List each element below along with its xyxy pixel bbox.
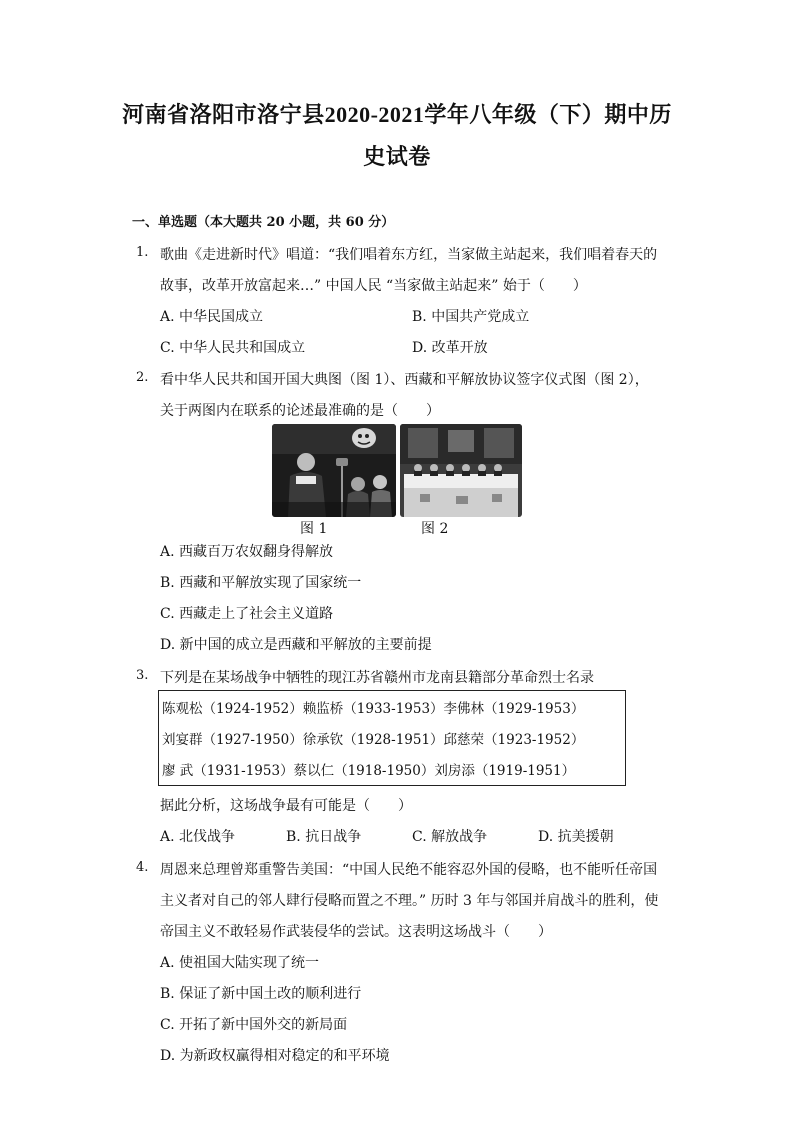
question-text: 看中华人民共和国开国大典图（图 1）、西藏和平解放协议签字仪式图（图 2），	[160, 372, 649, 388]
option-d: D. 新中国的成立是西藏和平解放的主要前提	[160, 637, 432, 653]
option-c: C. 开拓了新中国外交的新局面	[160, 1017, 348, 1033]
option-b: B. 中国共产党成立	[412, 309, 530, 325]
option-b: B. 抗日战争	[286, 829, 362, 845]
question-number: 4.	[136, 860, 149, 875]
option-d: D. 为新政权赢得相对稳定的和平环境	[160, 1048, 390, 1064]
question-number: 2.	[136, 370, 149, 385]
option-a: A. 使祖国大陆实现了统一	[160, 955, 320, 971]
table-row	[159, 722, 626, 753]
question-text: 下列是在某场战争中牺牲的现江苏省赣州市龙南县籍部分革命烈士名录	[160, 670, 594, 686]
option-c: C. 解放战争	[412, 829, 488, 845]
option-c: C. 西藏走上了社会主义道路	[160, 606, 334, 622]
question-number: 3.	[136, 668, 149, 683]
option-c: C. 中华人民共和国成立	[160, 340, 306, 356]
table-row	[159, 754, 626, 786]
question-text: 据此分析，这场战争最有可能是（ ）	[160, 798, 412, 814]
exam-title-line2: 史试卷	[363, 144, 431, 169]
option-a: A. 北伐战争	[160, 829, 236, 845]
martyr-names-table	[158, 690, 626, 786]
question-text: 歌曲《走进新时代》唱道：“我们唱着东方红，当家做主站起来，我们唱着春天的	[160, 247, 658, 263]
question-text: 帝国主义不敢轻易作武装侵华的尝试。这表明这场战斗（ ）	[160, 924, 552, 940]
figure-2-caption: 图 2	[421, 521, 449, 537]
question-number: 1.	[136, 245, 149, 260]
question-text: 关于两图内在联系的论述最准确的是（ ）	[160, 403, 440, 419]
section-heading: 一、单选题（本大题共 20 小题，共 60 分）	[132, 215, 395, 230]
table-cell: 陈观松（1924-1952）赖监桥（1933-1953）李佛林（1929-1953）	[162, 700, 585, 717]
table-cell: 廖 武（1931-1953）蔡以仁（1918-1950）刘房添（1919-1951）	[162, 763, 576, 780]
option-d: D. 抗美援朝	[538, 829, 614, 845]
figure-2-photo	[400, 424, 522, 517]
question-text: 主义者对自己的邻人肆行侵略而置之不理。” 历时 3 年与邻国并肩战斗的胜利，使	[160, 893, 659, 909]
question-text: 周恩来总理曾郑重警告美国：“中国人民绝不能容忍外国的侵略，也不能听任帝国	[160, 862, 658, 878]
question-text: 故事，改革开放富起来…” 中国人民 “当家做主站起来” 始于（ ）	[160, 278, 587, 294]
option-b: B. 西藏和平解放实现了国家统一	[160, 575, 362, 591]
table-row	[159, 691, 626, 723]
figure-1-photo	[272, 424, 396, 517]
table-cell: 刘宴群（1927-1950）徐承钦（1928-1951）邱慈荣（1923-1952）	[162, 731, 585, 748]
option-d: D. 改革开放	[412, 340, 488, 356]
option-b: B. 保证了新中国土改的顺利进行	[160, 986, 362, 1002]
option-a: A. 中华民国成立	[160, 309, 264, 325]
figure-1-caption: 图 1	[300, 521, 328, 537]
option-a: A. 西藏百万农奴翻身得解放	[160, 544, 334, 560]
exam-title-line1: 河南省洛阳市洛宁县2020-2021学年八年级（下）期中历	[122, 102, 672, 127]
